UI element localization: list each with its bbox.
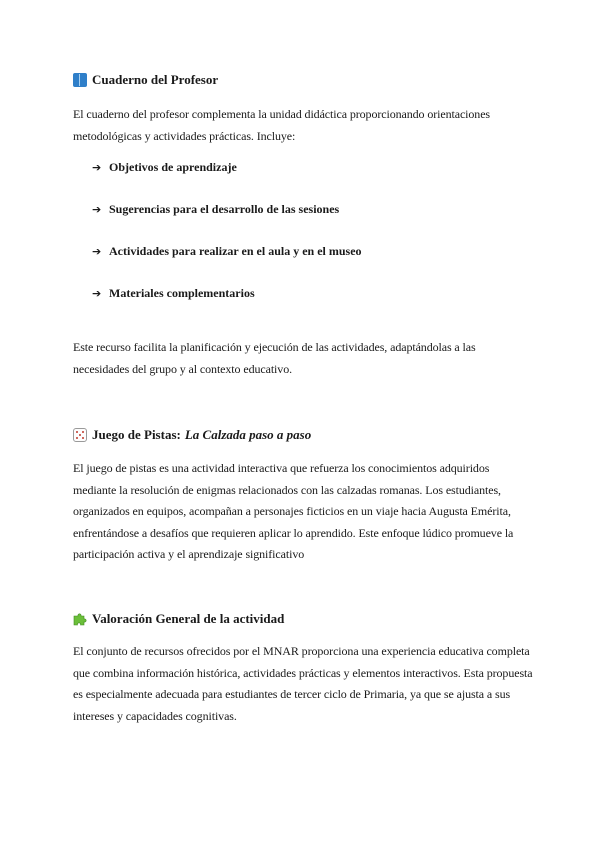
arrow-right-icon: ➔ (92, 245, 102, 258)
valoracion-text: El conjunto de recursos ofrecidos por el MNAR proporciona una experiencia educativa completa que combina información histórica, actividades prácticas y elementos interactivos. Esta propuesta es especialmente adecuada para estudiantes de tercer ciclo de Primaria, ya que se ajusta a sus intereses y capacidades cognitivas. (73, 644, 533, 723)
blue-book-icon (73, 73, 87, 87)
puzzle-piece-icon (73, 612, 87, 626)
list-item-text: Actividades para realizar en el aula y en el museo (109, 244, 362, 258)
heading-text: Cuaderno del Profesor (92, 72, 219, 87)
list-item-text: Sugerencias para el desarrollo de las sesiones (109, 202, 340, 216)
heading-emphasis: La Calzada paso a paso (184, 427, 312, 442)
heading-text: Juego de Pistas: (92, 427, 181, 442)
die-icon (73, 428, 87, 442)
list-item (92, 202, 339, 217)
section-heading-valoracion (73, 611, 284, 627)
list-item-text: Materiales complementarios (109, 286, 255, 300)
list-item (92, 286, 255, 301)
section-heading-juego (73, 427, 311, 443)
arrow-right-icon: ➔ (92, 287, 102, 300)
arrow-right-icon: ➔ (92, 203, 102, 216)
list-item (92, 244, 362, 259)
section-heading-cuaderno (73, 72, 218, 88)
list-item (92, 160, 237, 175)
list-item-text: Objetivos de aprendizaje (109, 160, 237, 174)
cuaderno-intro: El cuaderno del profesor complementa la unidad didáctica proporcionando orientaciones metodológicas y actividades prácticas. Incluye: (73, 107, 491, 143)
juego-text: El juego de pistas es una actividad interactiva que refuerza los conocimientos adquiridos mediante la resolución de enigmas relacionados con las calzadas romanas. Los estudiantes, organizados en equipos, acompañan a personajes ficticios en un viaje hacia Augusta Emérita, enfrentándose a desafíos que requieren aplicar lo aprendido. Este enfoque lúdico promueve la participación activa y el aprendizaje significativo (73, 461, 514, 561)
arrow-right-icon: ➔ (92, 161, 102, 174)
cuaderno-closing: Este recurso facilita la planificación y ejecución de las actividades, adaptándolas a las necesidades del grupo y al contexto educativo. (73, 340, 476, 376)
heading-text: Valoración General de la actividad (92, 611, 285, 626)
